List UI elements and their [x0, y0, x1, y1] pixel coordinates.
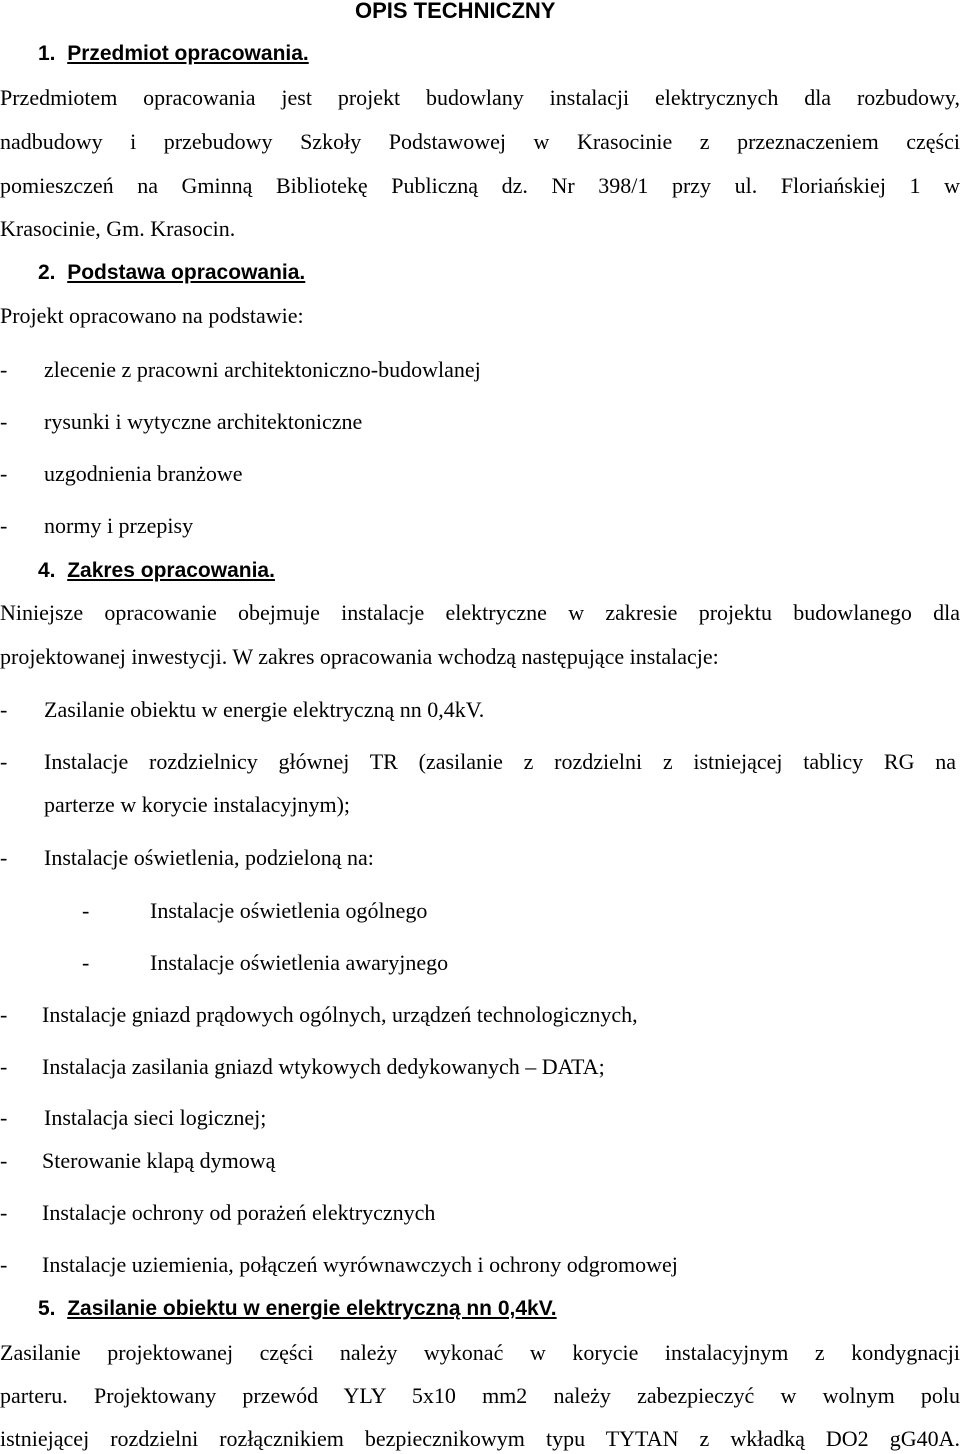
paragraph-line: Przedmiotem opracowania jest projekt budowlany instalacji elektrycznych dla rozbudowy,: [0, 85, 960, 110]
paragraph-line: parteru. Projektowany przewód YLY 5x10 mm2 należy zabezpieczyć w wolnym polu: [0, 1383, 960, 1408]
list-dash: -: [0, 461, 8, 486]
list-item-text: normy i przepisy: [44, 513, 194, 538]
document-title: OPIS TECHNICZNY: [355, 0, 556, 23]
list-dash: -: [0, 1200, 8, 1225]
list-item-text: Instalacje gniazd prądowych ogólnych, urządzeń technologicznych,: [42, 1002, 638, 1027]
section-title: Przedmiot opracowania.: [67, 42, 309, 65]
section-number: 2.: [38, 261, 56, 284]
list-item-text: Instalacje ochrony od porażeń elektrycznych: [42, 1200, 436, 1225]
list-dash: -: [0, 1148, 8, 1173]
list-item-text: zlecenie z pracowni architektoniczno-budowlanej: [44, 357, 481, 382]
section-title: Podstawa opracowania.: [67, 261, 306, 284]
paragraph-line: Projekt opracowano na podstawie:: [0, 303, 304, 328]
list-item-text: Instalacje oświetlenia ogólnego: [150, 898, 428, 923]
list-item-text: Instalacje oświetlenia awaryjnego: [150, 950, 449, 975]
list-dash: -: [0, 1105, 8, 1130]
list-item-text: Instalacja sieci logicznej;: [44, 1105, 267, 1130]
list-dash: -: [0, 749, 8, 774]
list-item-text: Zasilanie obiektu w energie elektryczną nn 0,4kV.: [44, 697, 485, 722]
paragraph-line: Zasilanie projektowanej części należy wykonać w korycie instalacyjnym z kondygnacji: [0, 1340, 960, 1365]
list-item-text: Sterowanie klapą dymową: [42, 1148, 276, 1173]
section-number: 4.: [38, 559, 56, 582]
section-number: 5.: [38, 1297, 56, 1320]
paragraph-line: projektowanej inwestycji. W zakres opracowania wchodzą następujące instalacje:: [0, 644, 719, 669]
list-item-text: parterze w korycie instalacyjnym);: [44, 792, 351, 817]
list-item-text: Instalacje oświetlenia, podzieloną na:: [44, 845, 374, 870]
section-2-heading: [38, 259, 438, 287]
paragraph-line: Niniejsze opracowanie obejmuje instalacje elektryczne w zakresie projektu budowlanego dla: [0, 600, 960, 625]
section-1-heading: [38, 40, 438, 68]
list-item-text: Instalacja zasilania gniazd wtykowych dedykowanych – DATA;: [42, 1054, 605, 1079]
section-title: Zasilanie obiektu w energie elektryczną nn 0,4kV.: [67, 1297, 557, 1320]
section-title: Zakres opracowania.: [67, 559, 275, 582]
list-dash: -: [0, 409, 8, 434]
list-item-text: Instalacje uziemienia, połączeń wyrównawczych i ochrony odgromowej: [42, 1252, 678, 1277]
list-dash: -: [0, 1252, 8, 1277]
list-item-text: uzgodnienia branżowe: [44, 461, 243, 486]
section-5-heading: [38, 1295, 738, 1323]
paragraph-line: nadbudowy i przebudowy Szkoły Podstawowej w Krasocinie z przeznaczeniem części: [0, 129, 960, 154]
paragraph-line: pomieszczeń na Gminną Bibliotekę Publiczną dz. Nr 398/1 przy ul. Floriańskiej 1 w: [0, 173, 960, 198]
list-dash: -: [0, 697, 8, 722]
list-dash: -: [82, 898, 90, 923]
list-dash: -: [0, 357, 8, 382]
list-item-text: rysunki i wytyczne architektoniczne: [44, 409, 363, 434]
list-dash: -: [0, 1054, 8, 1079]
list-dash: -: [0, 845, 8, 870]
list-dash: -: [82, 950, 90, 975]
paragraph-line: Krasocinie, Gm. Krasocin.: [0, 216, 236, 241]
list-item-text: Instalacje rozdzielnicy głównej TR (zasilanie z rozdzielni z istniejącej tablicy RG na: [44, 749, 956, 774]
section-number: 1.: [38, 42, 56, 65]
list-dash: -: [0, 1002, 8, 1027]
paragraph-line: istniejącej rozdzielni rozłącznikiem bezpiecznikowym typu TYTAN z wkładką DO2 gG40A.: [0, 1426, 960, 1451]
section-4-heading: [38, 557, 438, 585]
list-dash: -: [0, 513, 8, 538]
